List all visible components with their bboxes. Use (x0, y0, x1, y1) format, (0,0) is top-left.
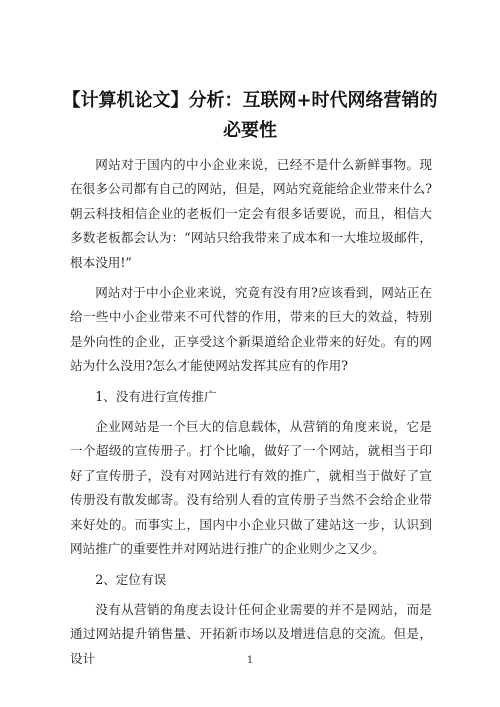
body-paragraph: 网站对于中小企业来说，究竟有没有用?应该看到，网站正在给一些中小企业带来不可代替的作用，带来的巨大的效益，特别是外向性的企业，正享受这个新渠道给企业带来的好处。有的网站为什么没用?怎么才能使网站发挥其应有的作用? (70, 285, 432, 374)
body-paragraph: 企业网站是一个巨大的信息载体，从营销的角度来说，它是一个超级的宣传册子。打个比喻，做好了一个网站，就相当于印好了宣传册子，没有对网站进行有效的推广，就相当于做好了宣传册没有散发邮寄。没有给别人看的宣传册子当然不会给企业带来好处的。而事实上，国内中小企业只做了建站这一步，认识到网站推广的重要性并对网站进行推广的企业则少之又少。 (70, 419, 432, 557)
section-heading: 1、没有进行宣传推广 (95, 388, 217, 404)
body-paragraph: 网站对于国内的中小企业来说，已经不是什么新鲜事物。现在很多公司都有自己的网站，但是，网站究竟能给企业带来什么?朝云科技相信企业的老板们一定会有很多话要说，而且，相信大多数老板都会认为：“网站只给我带来了成本和一大堆垃圾邮件，根本没用!” (70, 157, 432, 270)
document-body (70, 153, 432, 677)
section-heading: 2、定位有误 (95, 571, 167, 587)
document-title: 【计算机论文】分析：互联网+时代网络营销的必要性 (62, 90, 438, 141)
page-number: 1 (246, 655, 254, 666)
body-paragraph: 没有从营销的角度去设计任何企业需要的并不是网站，而是通过网站提升销售量、开拓新市场以及增进信息的交流。但是，设计 (70, 601, 432, 666)
